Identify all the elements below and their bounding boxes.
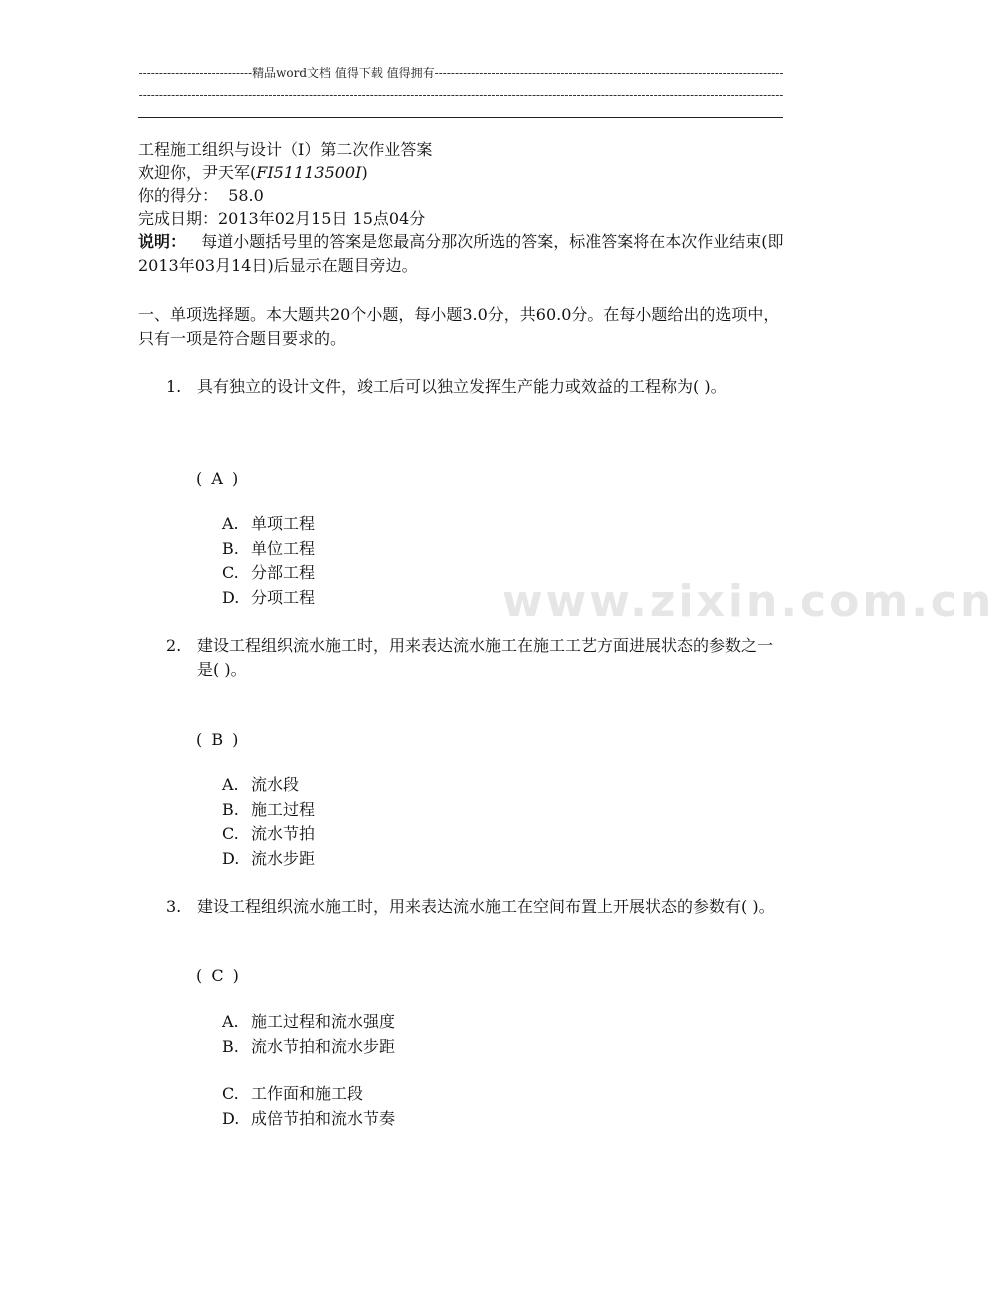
option-a: A. 流水段: [222, 775, 300, 794]
question-3-answer: ( C ): [196, 966, 241, 985]
welcome-suffix: ): [361, 163, 368, 182]
question-number: 2.: [166, 636, 182, 655]
instructions-note: [138, 230, 788, 278]
option-c: C. 分部工程: [222, 563, 316, 582]
question-3: [166, 895, 786, 919]
question-3-options-ab: [222, 1010, 395, 1059]
section-heading: 一、单项选择题。本大题共20个小题，每小题3.0分，共60.0分。在每小题给出的选项中，只有一项是符合题目要求的。: [138, 305, 780, 348]
option-d: D. 分项工程: [222, 587, 316, 607]
question-number: 1.: [166, 377, 182, 396]
assignment-title: 工程施工组织与设计（I）第二次作业答案: [138, 140, 433, 159]
score-value: 58.0: [228, 186, 264, 205]
score-label: 你的得分：: [138, 186, 219, 205]
option-c: C. 工作面和施工段: [222, 1084, 364, 1103]
document-header-banner: ----------------------------精品word文档 值得下载 值得拥有----------------------------------------------------------------------------------------------------------------------------------------------------------------------------------------------------------------------------------------------------------------------------------------------------------------------------: [138, 66, 784, 124]
option-b: B. 单位工程: [222, 538, 316, 558]
question-stem: 建设工程组织流水施工时，用来表达流水施工在施工工艺方面进展状态的参数之一是( )。: [197, 636, 774, 679]
option-b: B. 流水节拍和流水步距: [222, 1036, 396, 1056]
question-1: [166, 375, 786, 399]
option-b: B. 施工过程: [222, 799, 316, 819]
assignment-intro: [138, 138, 788, 230]
student-id: FI51113500I: [256, 163, 362, 182]
question-1-answer: ( A ): [196, 469, 241, 488]
question-1-options: [222, 512, 315, 610]
option-a: A. 单项工程: [222, 514, 316, 533]
question-number: 3.: [166, 897, 182, 916]
note-text: 每道小题括号里的答案是您最高分那次所选的答案，标准答案将在本次作业结束(即2013年03月14日)后显示在题目旁边。: [138, 232, 784, 275]
option-a: A. 施工过程和流水强度: [222, 1012, 396, 1031]
welcome-prefix: 欢迎你，尹天军(: [138, 163, 257, 182]
question-2-answer: ( B ): [196, 730, 241, 749]
score-line: [138, 184, 788, 207]
option-c: C. 流水节拍: [222, 824, 316, 843]
header-divider: [138, 117, 783, 118]
question-stem: 具有独立的设计文件，竣工后可以独立发挥生产能力或效益的工程称为( )。: [197, 377, 727, 396]
option-d: D. 流水步距: [222, 848, 316, 868]
note-label: 说明：: [138, 232, 187, 251]
watermark: www.zixin.com.cn: [502, 576, 994, 627]
question-2: [166, 634, 786, 682]
question-2-options: [222, 773, 315, 871]
question-3-options-cd: [222, 1082, 395, 1131]
question-stem: 建设工程组织流水施工时，用来表达流水施工在空间布置上开展状态的参数有( )。: [197, 897, 775, 916]
completion-date: 完成日期：2013年02月15日 15点04分: [138, 209, 426, 228]
welcome-line: [138, 161, 788, 184]
option-d: D. 成倍节拍和流水节奏: [222, 1108, 396, 1128]
